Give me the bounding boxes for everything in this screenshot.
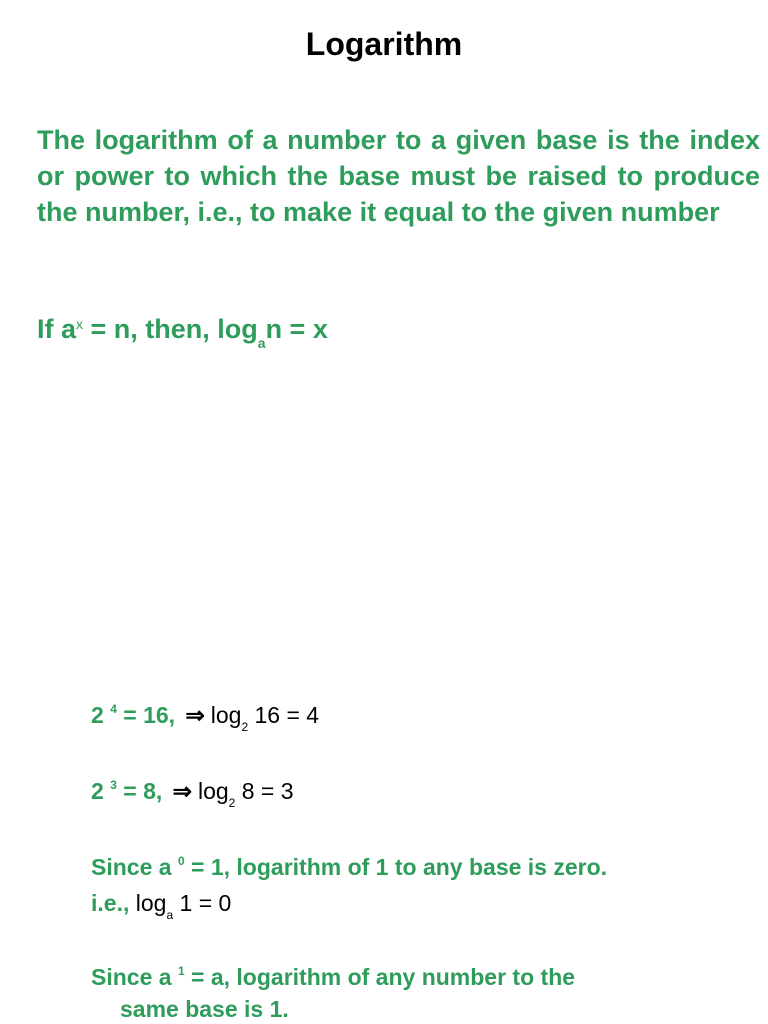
one-rule-statement-line2: same base is 1. [120, 996, 289, 1022]
example-1-base: 2 [91, 702, 104, 728]
example-1-exponent: 4 [110, 702, 117, 716]
example-2-log-subscript: 2 [228, 795, 236, 810]
rule-eq-text: = n, then, log [83, 314, 258, 344]
zero-rule-rhs: 1 = 0 [173, 890, 232, 916]
zero-rule-exponent: 0 [177, 854, 185, 868]
example-1-lhs: = 16, [116, 702, 176, 728]
rule-rest: n = x [265, 314, 328, 344]
example-2-base: 2 [91, 778, 104, 804]
example-1-log: log [210, 702, 242, 728]
example-1-log-subscript: 2 [241, 719, 249, 734]
zero-rule-log-subscript: a [166, 907, 174, 922]
zero-rule-text: = 1, logarithm of 1 to any base is zero. [184, 854, 608, 880]
example-1-rhs: 16 = 4 [248, 702, 320, 728]
zero-rule-since: Since a [91, 854, 172, 880]
rule-if-text: If a [37, 314, 77, 344]
one-rule-exponent: 1 [177, 964, 185, 978]
rule-base-subscript: a [257, 335, 266, 352]
log-rule-formula [37, 314, 328, 352]
example-1 [91, 702, 319, 732]
rule-exponent: x [76, 316, 84, 332]
example-2-log: log [197, 778, 229, 804]
one-rule-since: Since a [91, 964, 172, 990]
example-2 [91, 778, 294, 808]
definition-paragraph: The logarithm of a number to a given base is the index or power to which the base must be raised to produce the number, i.e., to make it equal to the given number [37, 125, 760, 227]
implies-arrow-icon: ⇒ [172, 778, 192, 804]
zero-rule-ie: i.e., [91, 890, 130, 916]
page-title: Logarithm [305, 26, 463, 62]
zero-rule-log: log [129, 890, 167, 916]
implies-arrow-icon: ⇒ [185, 702, 205, 728]
example-2-lhs: = 8, [116, 778, 163, 804]
example-2-exponent: 3 [110, 778, 117, 792]
one-rule-text: = a, logarithm of any number to the [184, 964, 576, 990]
zero-rule-statement [91, 854, 607, 881]
example-2-rhs: 8 = 3 [235, 778, 294, 804]
zero-rule-example [91, 890, 231, 920]
one-rule-statement [91, 964, 575, 991]
